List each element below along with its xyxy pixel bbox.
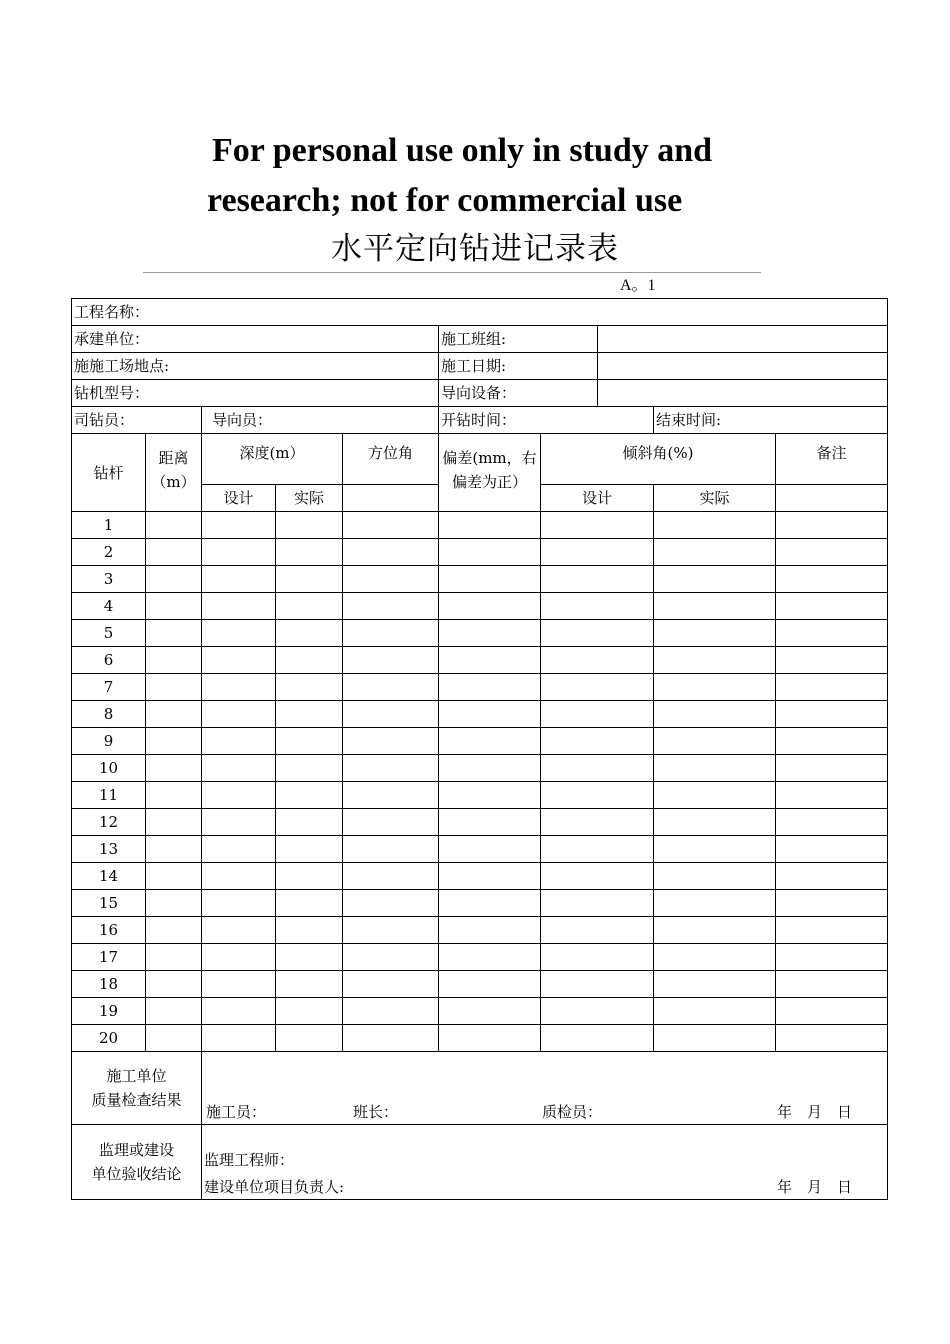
depth-design-cell[interactable] bbox=[202, 674, 276, 701]
azimuth-cell[interactable] bbox=[343, 593, 439, 620]
inclination-actual-cell[interactable] bbox=[654, 971, 776, 998]
rod-number: 5 bbox=[72, 620, 146, 647]
deviation-cell[interactable] bbox=[439, 998, 541, 1025]
table-row bbox=[72, 755, 888, 782]
depth-design-cell[interactable] bbox=[202, 728, 276, 755]
table-row bbox=[72, 917, 888, 944]
azimuth-cell[interactable] bbox=[343, 755, 439, 782]
col-remarks-sub bbox=[776, 485, 888, 512]
inclination-actual-cell[interactable] bbox=[654, 917, 776, 944]
distance-cell[interactable] bbox=[146, 890, 202, 917]
depth-actual-cell[interactable] bbox=[276, 971, 343, 998]
remarks-cell[interactable] bbox=[776, 782, 888, 809]
inclination-actual-cell[interactable] bbox=[654, 809, 776, 836]
depth-design-cell[interactable] bbox=[202, 836, 276, 863]
remarks-cell[interactable] bbox=[776, 971, 888, 998]
inclination-actual-cell[interactable] bbox=[654, 1025, 776, 1052]
col-inclination-actual: 实际 bbox=[654, 485, 776, 512]
depth-design-cell[interactable] bbox=[202, 1025, 276, 1052]
depth-design-cell[interactable] bbox=[202, 890, 276, 917]
depth-design-cell[interactable] bbox=[202, 782, 276, 809]
table-row bbox=[72, 620, 888, 647]
depth-actual-cell[interactable] bbox=[276, 944, 343, 971]
depth-actual-cell[interactable] bbox=[276, 647, 343, 674]
depth-actual-cell[interactable] bbox=[276, 674, 343, 701]
table-row bbox=[72, 971, 888, 998]
deviation-cell[interactable] bbox=[439, 701, 541, 728]
inclination-design-cell[interactable] bbox=[541, 566, 654, 593]
rig-model-field[interactable]: 钻机型号： bbox=[72, 380, 439, 407]
depth-actual-cell[interactable] bbox=[276, 809, 343, 836]
inclination-actual-cell[interactable] bbox=[654, 620, 776, 647]
date-value[interactable] bbox=[598, 353, 888, 380]
deviation-cell[interactable] bbox=[439, 971, 541, 998]
azimuth-cell[interactable] bbox=[343, 971, 439, 998]
azimuth-cell[interactable] bbox=[343, 620, 439, 647]
remarks-cell[interactable] bbox=[776, 539, 888, 566]
depth-design-cell[interactable] bbox=[202, 539, 276, 566]
table-row bbox=[72, 701, 888, 728]
deviation-cell[interactable] bbox=[439, 890, 541, 917]
deviation-cell[interactable] bbox=[439, 755, 541, 782]
remarks-cell[interactable] bbox=[776, 836, 888, 863]
distance-cell[interactable] bbox=[146, 1025, 202, 1052]
inclination-design-cell[interactable] bbox=[541, 863, 654, 890]
inclination-actual-cell[interactable] bbox=[654, 701, 776, 728]
depth-design-cell[interactable] bbox=[202, 971, 276, 998]
remarks-cell[interactable] bbox=[776, 863, 888, 890]
rod-number: 12 bbox=[72, 809, 146, 836]
distance-cell[interactable] bbox=[146, 836, 202, 863]
rod-number: 20 bbox=[72, 1025, 146, 1052]
table-row bbox=[72, 809, 888, 836]
depth-actual-cell[interactable] bbox=[276, 593, 343, 620]
remarks-cell[interactable] bbox=[776, 620, 888, 647]
table-row bbox=[72, 836, 888, 863]
rod-number: 11 bbox=[72, 782, 146, 809]
inclination-actual-cell[interactable] bbox=[654, 944, 776, 971]
rod-number: 18 bbox=[72, 971, 146, 998]
deviation-cell[interactable] bbox=[439, 836, 541, 863]
col-remarks: 备注 bbox=[776, 434, 888, 485]
acceptance-label-line1: 监理或建设 bbox=[98, 1141, 174, 1159]
remarks-cell[interactable] bbox=[776, 647, 888, 674]
date-label: 施工日期: bbox=[439, 353, 598, 380]
inspector-label: 质检员： bbox=[542, 1103, 603, 1121]
distance-cell[interactable] bbox=[146, 863, 202, 890]
inclination-actual-cell[interactable] bbox=[654, 566, 776, 593]
inclination-design-cell[interactable] bbox=[541, 539, 654, 566]
inclination-actual-cell[interactable] bbox=[654, 755, 776, 782]
distance-cell[interactable] bbox=[146, 755, 202, 782]
inclination-actual-cell[interactable] bbox=[654, 782, 776, 809]
azimuth-cell[interactable] bbox=[343, 728, 439, 755]
azimuth-cell[interactable] bbox=[343, 998, 439, 1025]
table-row bbox=[72, 539, 888, 566]
azimuth-cell[interactable] bbox=[343, 701, 439, 728]
remarks-cell[interactable] bbox=[776, 944, 888, 971]
deviation-cell[interactable] bbox=[439, 728, 541, 755]
depth-design-cell[interactable] bbox=[202, 863, 276, 890]
remarks-cell[interactable] bbox=[776, 755, 888, 782]
supervisor-engineer-label: 监理工程师： bbox=[204, 1151, 295, 1169]
remarks-cell[interactable] bbox=[776, 593, 888, 620]
distance-cell[interactable] bbox=[146, 998, 202, 1025]
col-inclination: 倾斜角(%) bbox=[541, 434, 776, 485]
remarks-cell[interactable] bbox=[776, 1025, 888, 1052]
inclination-design-cell[interactable] bbox=[541, 674, 654, 701]
inclination-design-cell[interactable] bbox=[541, 620, 654, 647]
remarks-cell[interactable] bbox=[776, 917, 888, 944]
start-time-field[interactable]: 开钻时间： bbox=[439, 407, 654, 434]
inclination-design-cell[interactable] bbox=[541, 701, 654, 728]
deviation-cell[interactable] bbox=[439, 512, 541, 539]
azimuth-cell[interactable] bbox=[343, 863, 439, 890]
depth-design-cell[interactable] bbox=[202, 647, 276, 674]
remarks-cell[interactable] bbox=[776, 674, 888, 701]
rod-number: 15 bbox=[72, 890, 146, 917]
acceptance-label bbox=[72, 1125, 202, 1200]
distance-cell[interactable] bbox=[146, 944, 202, 971]
table-row bbox=[72, 566, 888, 593]
rod-number: 6 bbox=[72, 647, 146, 674]
inclination-design-cell[interactable] bbox=[541, 1025, 654, 1052]
remarks-cell[interactable] bbox=[776, 512, 888, 539]
depth-actual-cell[interactable] bbox=[276, 566, 343, 593]
distance-cell[interactable] bbox=[146, 917, 202, 944]
azimuth-cell[interactable] bbox=[343, 566, 439, 593]
rod-number: 14 bbox=[72, 863, 146, 890]
project-name-field[interactable]: 工程名称： bbox=[72, 299, 888, 326]
depth-design-cell[interactable] bbox=[202, 512, 276, 539]
inclination-design-cell[interactable] bbox=[541, 890, 654, 917]
owner-rep-label: 建设单位项目负责人: bbox=[204, 1178, 345, 1196]
distance-cell[interactable] bbox=[146, 782, 202, 809]
inclination-actual-cell[interactable] bbox=[654, 728, 776, 755]
col-inclination-design: 设计 bbox=[541, 485, 654, 512]
remarks-cell[interactable] bbox=[776, 890, 888, 917]
col-depth: 深度(m） bbox=[202, 434, 343, 485]
azimuth-cell[interactable] bbox=[343, 674, 439, 701]
table-row bbox=[72, 890, 888, 917]
depth-actual-cell[interactable] bbox=[276, 863, 343, 890]
azimuth-cell[interactable] bbox=[343, 809, 439, 836]
azimuth-cell[interactable] bbox=[343, 647, 439, 674]
azimuth-cell[interactable] bbox=[343, 890, 439, 917]
acceptance-cell[interactable] bbox=[202, 1125, 888, 1200]
inclination-design-cell[interactable] bbox=[541, 755, 654, 782]
depth-design-cell[interactable] bbox=[202, 917, 276, 944]
azimuth-cell[interactable] bbox=[343, 836, 439, 863]
table-row bbox=[72, 998, 888, 1025]
contractor-field[interactable]: 承建单位： bbox=[72, 326, 439, 353]
inclination-design-cell[interactable] bbox=[541, 944, 654, 971]
table-row bbox=[72, 593, 888, 620]
inclination-design-cell[interactable] bbox=[541, 998, 654, 1025]
crew-label: 施工班组: bbox=[439, 326, 598, 353]
distance-cell[interactable] bbox=[146, 701, 202, 728]
depth-actual-cell[interactable] bbox=[276, 701, 343, 728]
inclination-actual-cell[interactable] bbox=[654, 647, 776, 674]
distance-cell[interactable] bbox=[146, 566, 202, 593]
table-row bbox=[72, 1025, 888, 1052]
col-rod: 钻杆 bbox=[72, 434, 146, 512]
drilling-record-table bbox=[71, 298, 888, 1200]
inclination-actual-cell[interactable] bbox=[654, 539, 776, 566]
guidance-device-value[interactable] bbox=[598, 380, 888, 407]
depth-actual-cell[interactable] bbox=[276, 512, 343, 539]
deviation-cell[interactable] bbox=[439, 1025, 541, 1052]
distance-cell[interactable] bbox=[146, 512, 202, 539]
depth-actual-cell[interactable] bbox=[276, 998, 343, 1025]
inclination-design-cell[interactable] bbox=[541, 809, 654, 836]
acceptance-date-label: 年 月 日 bbox=[777, 1178, 853, 1196]
depth-actual-cell[interactable] bbox=[276, 782, 343, 809]
col-depth-design: 设计 bbox=[202, 485, 276, 512]
depth-actual-cell[interactable] bbox=[276, 728, 343, 755]
data-rows bbox=[72, 512, 888, 1052]
crew-value[interactable] bbox=[598, 326, 888, 353]
remarks-cell[interactable] bbox=[776, 998, 888, 1025]
rod-number: 3 bbox=[72, 566, 146, 593]
depth-design-cell[interactable] bbox=[202, 566, 276, 593]
inclination-design-cell[interactable] bbox=[541, 593, 654, 620]
remarks-cell[interactable] bbox=[776, 728, 888, 755]
form-number: A。1 bbox=[620, 277, 656, 294]
depth-design-cell[interactable] bbox=[202, 944, 276, 971]
inclination-actual-cell[interactable] bbox=[654, 890, 776, 917]
azimuth-cell[interactable] bbox=[343, 512, 439, 539]
rod-number: 19 bbox=[72, 998, 146, 1025]
col-deviation: 偏差(mm，右偏差为正） bbox=[439, 434, 541, 512]
depth-design-cell[interactable] bbox=[202, 593, 276, 620]
quality-label-line1: 施工单位 bbox=[106, 1067, 167, 1085]
deviation-cell[interactable] bbox=[439, 566, 541, 593]
table-row bbox=[72, 863, 888, 890]
acceptance-label-line2: 单位验收结论 bbox=[91, 1165, 182, 1183]
remarks-cell[interactable] bbox=[776, 809, 888, 836]
depth-design-cell[interactable] bbox=[202, 701, 276, 728]
leader-label: 班长： bbox=[353, 1103, 399, 1121]
inclination-design-cell[interactable] bbox=[541, 728, 654, 755]
depth-actual-cell[interactable] bbox=[276, 836, 343, 863]
depth-actual-cell[interactable] bbox=[276, 620, 343, 647]
quality-date-label: 年 月 日 bbox=[777, 1103, 853, 1121]
azimuth-cell[interactable] bbox=[343, 917, 439, 944]
azimuth-cell[interactable] bbox=[343, 1025, 439, 1052]
deviation-cell[interactable] bbox=[439, 539, 541, 566]
rod-number: 17 bbox=[72, 944, 146, 971]
azimuth-cell[interactable] bbox=[343, 944, 439, 971]
end-time-field[interactable]: 结束时间: bbox=[654, 407, 888, 434]
deviation-cell[interactable] bbox=[439, 620, 541, 647]
guidance-device-label: 导向设备： bbox=[439, 380, 598, 407]
title-divider bbox=[143, 272, 761, 273]
table-row bbox=[72, 728, 888, 755]
inclination-actual-cell[interactable] bbox=[654, 593, 776, 620]
watermark-line-1: For personal use only in study and bbox=[212, 132, 713, 169]
rod-number: 2 bbox=[72, 539, 146, 566]
rod-number: 13 bbox=[72, 836, 146, 863]
remarks-cell[interactable] bbox=[776, 701, 888, 728]
table-row bbox=[72, 512, 888, 539]
inclination-actual-cell[interactable] bbox=[654, 512, 776, 539]
distance-cell[interactable] bbox=[146, 971, 202, 998]
inclination-design-cell[interactable] bbox=[541, 971, 654, 998]
site-field[interactable]: 施施工场地点: bbox=[72, 353, 439, 380]
rod-number: 4 bbox=[72, 593, 146, 620]
table-row bbox=[72, 674, 888, 701]
driller-field[interactable]: 司钻员： bbox=[72, 407, 202, 434]
watermark-line-2: research; not for commercial use bbox=[207, 182, 683, 219]
rod-number: 16 bbox=[72, 917, 146, 944]
deviation-cell[interactable] bbox=[439, 944, 541, 971]
distance-cell[interactable] bbox=[146, 620, 202, 647]
distance-cell[interactable] bbox=[146, 674, 202, 701]
inclination-actual-cell[interactable] bbox=[654, 998, 776, 1025]
inclination-actual-cell[interactable] bbox=[654, 836, 776, 863]
depth-design-cell[interactable] bbox=[202, 998, 276, 1025]
deviation-cell[interactable] bbox=[439, 782, 541, 809]
inclination-design-cell[interactable] bbox=[541, 917, 654, 944]
worker-label: 施工员： bbox=[206, 1103, 267, 1121]
page-title: 水平定向钻进记录表 bbox=[331, 231, 619, 267]
deviation-cell[interactable] bbox=[439, 647, 541, 674]
inclination-design-cell[interactable] bbox=[541, 647, 654, 674]
azimuth-cell[interactable] bbox=[343, 782, 439, 809]
depth-actual-cell[interactable] bbox=[276, 1025, 343, 1052]
table-row bbox=[72, 647, 888, 674]
deviation-cell[interactable] bbox=[439, 917, 541, 944]
depth-design-cell[interactable] bbox=[202, 620, 276, 647]
inclination-design-cell[interactable] bbox=[541, 512, 654, 539]
depth-actual-cell[interactable] bbox=[276, 755, 343, 782]
rod-number: 8 bbox=[72, 701, 146, 728]
remarks-cell[interactable] bbox=[776, 566, 888, 593]
col-azimuth-sub bbox=[343, 485, 439, 512]
depth-actual-cell[interactable] bbox=[276, 539, 343, 566]
distance-cell[interactable] bbox=[146, 809, 202, 836]
col-azimuth: 方位角 bbox=[343, 434, 439, 485]
inclination-actual-cell[interactable] bbox=[654, 863, 776, 890]
table-row bbox=[72, 944, 888, 971]
depth-actual-cell[interactable] bbox=[276, 890, 343, 917]
deviation-cell[interactable] bbox=[439, 593, 541, 620]
quality-label bbox=[72, 1052, 202, 1125]
inclination-design-cell[interactable] bbox=[541, 782, 654, 809]
deviation-cell[interactable] bbox=[439, 863, 541, 890]
azimuth-cell[interactable] bbox=[343, 539, 439, 566]
depth-design-cell[interactable] bbox=[202, 755, 276, 782]
quality-check-cell[interactable] bbox=[202, 1052, 888, 1125]
distance-cell[interactable] bbox=[146, 593, 202, 620]
distance-cell[interactable] bbox=[146, 728, 202, 755]
deviation-cell[interactable] bbox=[439, 809, 541, 836]
inclination-design-cell[interactable] bbox=[541, 836, 654, 863]
table-row bbox=[72, 782, 888, 809]
distance-cell[interactable] bbox=[146, 647, 202, 674]
rod-number: 9 bbox=[72, 728, 146, 755]
inclination-actual-cell[interactable] bbox=[654, 674, 776, 701]
rod-number: 7 bbox=[72, 674, 146, 701]
quality-label-line2: 质量检查结果 bbox=[91, 1091, 182, 1109]
rod-number: 10 bbox=[72, 755, 146, 782]
deviation-cell[interactable] bbox=[439, 674, 541, 701]
col-depth-actual: 实际 bbox=[276, 485, 343, 512]
depth-actual-cell[interactable] bbox=[276, 917, 343, 944]
rod-number: 1 bbox=[72, 512, 146, 539]
guide-operator-field[interactable]: 导向员： bbox=[202, 407, 439, 434]
depth-design-cell[interactable] bbox=[202, 809, 276, 836]
distance-cell[interactable] bbox=[146, 539, 202, 566]
col-distance: 距离（m） bbox=[146, 434, 202, 512]
